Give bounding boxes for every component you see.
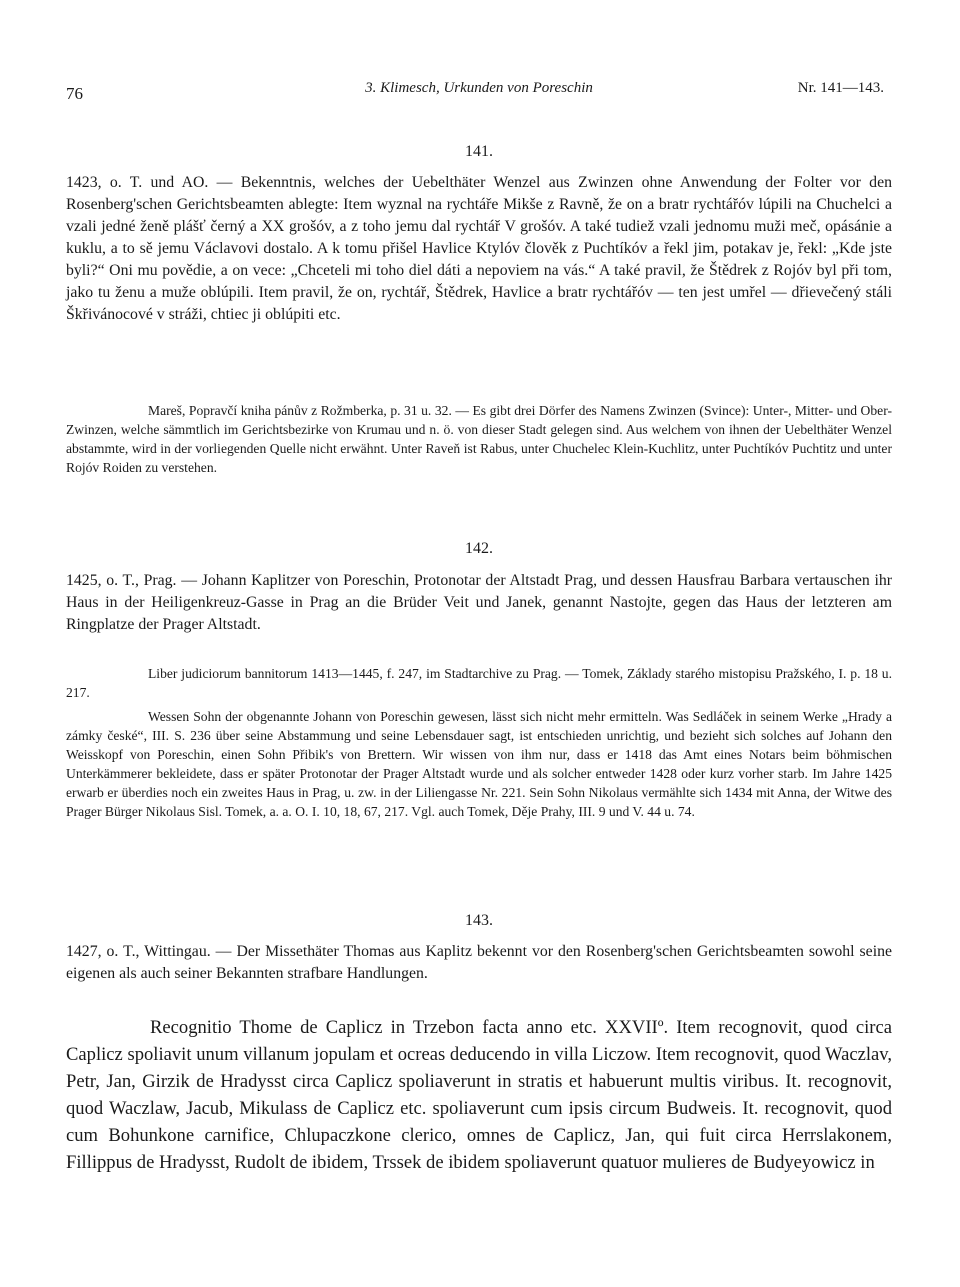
regest-142: 1425, o. T., Prag. — Johann Kaplitzer von Poreschin, Protonotar der Altstadt Prag, und dessen Hausfrau Barbara vertauschen ihr Haus in der Heiligenkreuz-Gasse in Prag an die Brüder Veit und Janek, genannt Nastojte, gegen das Haus der letzteren am Ringplatze der Prager Altstadt. bbox=[66, 572, 892, 633]
document-number-143: 143. bbox=[465, 912, 493, 929]
note-141: Mareš, Popravčí kniha pánův z Rožmberka, p. 31 u. 32. — Es gibt drei Dörfer des Namens Zwinzen (Svince): Unter-, Mitter- und Ober-Zwinzen, welche sämmtlich im Gerichtsbezirke von Krumau und n. ö. von dieser Stadt gelegen sind. Aus welchem von ihnen der Uebelthäter Wenzel abstammte, wird in der vorliegenden Quelle nicht erwähnt. Unter Raveň ist Rabus, unter Chuchelec Klein-Kuchlitz, unter Puchtíkóv Puchtitz und unter Rojóv Roiden zu verstehen. bbox=[66, 403, 892, 475]
note-142-source: Liber judiciorum bannitorum 1413—1445, f. 247, im Stadtarchive zu Prag. — Tomek, Základy starého mistopisu Pražského, I. p. 18 u. 217. bbox=[66, 666, 892, 700]
regest-143: 1427, o. T., Wittingau. — Der Missethäter Thomas aus Kaplitz bekennt vor den Rosenberg'schen Gerichtsbeamten sowohl seine eigenen als auch seiner Bekannten strafbare Handlungen. bbox=[66, 943, 892, 982]
document-number-142: 142. bbox=[465, 540, 493, 557]
running-title: 3. Klimesch, Urkunden von Poreschin bbox=[365, 80, 593, 96]
page-number: 76 bbox=[66, 84, 83, 103]
note-142-commentary: Wessen Sohn der obgenannte Johann von Poreschin gewesen, lässt sich nicht mehr ermitteln. Was Sedláček in seinem Werke „Hrady a zámky české“, III. S. 236 über seine Abstammung und seine Lebensdauer sagt, ist entschieden unrichtig, und bezieht sich solches auf Johann den Weisskopf von Poreschin, einen Sohn Přibik's von Brettern. Wir wissen von ihm nur, dass er 1418 das Amt eines Notars beim böhmischen Unterkämmerer bekleidete, dass er später Protonotar der Prager Altstadt wurde und als solcher entweder 1428 oder kurz vorher starb. Im Jahre 1425 erwarb er überdies noch ein zweites Haus in Prag, u. zw. in der Liliengasse Nr. 221. Sein Sohn Nikolaus vermählte sich 1434 mit Anna, der Witwe des Prager Bürger Nikolaus Sisl. Tomek, a. a. O. I. 10, 18, 67, 217. Vgl. auch Tomek, Děje Prahy, III. 9 und V. 44 u. 74. bbox=[66, 709, 892, 819]
document-number-141: 141. bbox=[465, 143, 493, 160]
running-header bbox=[66, 80, 892, 102]
document-range: Nr. 141—143. bbox=[797, 80, 884, 96]
latin-text-143: Recognitio Thome de Caplicz in Trzebon facta anno etc. XXVIIº. Item recognovit, quod circa Caplicz spoliavit unum villanum jopulam et ocreas deducendo in villa Liczow. Item recognovit, quod Waczlav, Petr, Jan, Girzik de Hradysst circa Caplicz spoliaverunt in stratis et habuerunt multis viribus. It. recognovit, quod Waczlaw, Jacub, Mikulass de Caplicz etc. spoliaverunt cum ipsis circum Budweis. It. recognovit, quod cum Bohunkone carnifice, Chlupaczkone clerico, omnes de Caplicz, Jan, qui fuit circa Herrslakonem, Fillippus de Hradysst, Rudolt de ibidem, Trssek de ibidem spoliaverunt quatuor mulieres de Budyeyowicz in bbox=[66, 1017, 892, 1173]
regest-141: 1423, o. T. und AO. — Bekenntnis, welches der Uebelthäter Wenzel aus Zwinzen ohne Anwendung der Folter vor den Rosenberg'schen Gerichtsbeamten ablegte: Item wyznal na rychtáře Mikše z Ravně, že on a bratr rychtářóv lúpili na Chuchelci a vzali jedné ženě plášť černý a XX grošóv, a z toho jemu dal rychtář V grošóv. A také tudiež vzali jednomu muži meč, opásánie a kuklu, a to sě jemu Václavovi dostalo. A k tomu přišel Havlice Ktylóv člověk z Puchtíkóv a řekl jim, potakav je, řekl: „Kde jste byli?“ Oni mu povědie, a on vece: „Chceteli mi toho diel dáti a nepoviem na vás.“ A také pravil, že Štědrek z Rojóv byl při tom, jako tu ženu a muže oblúpili. Item pravil, že on, rychtář, Štědrek, Havlice a bratr rychtářóv — ten jest umřel — dřievečený stáli Škřivánocové v stráži, chtiec ji oblúpiti etc. bbox=[66, 174, 892, 323]
